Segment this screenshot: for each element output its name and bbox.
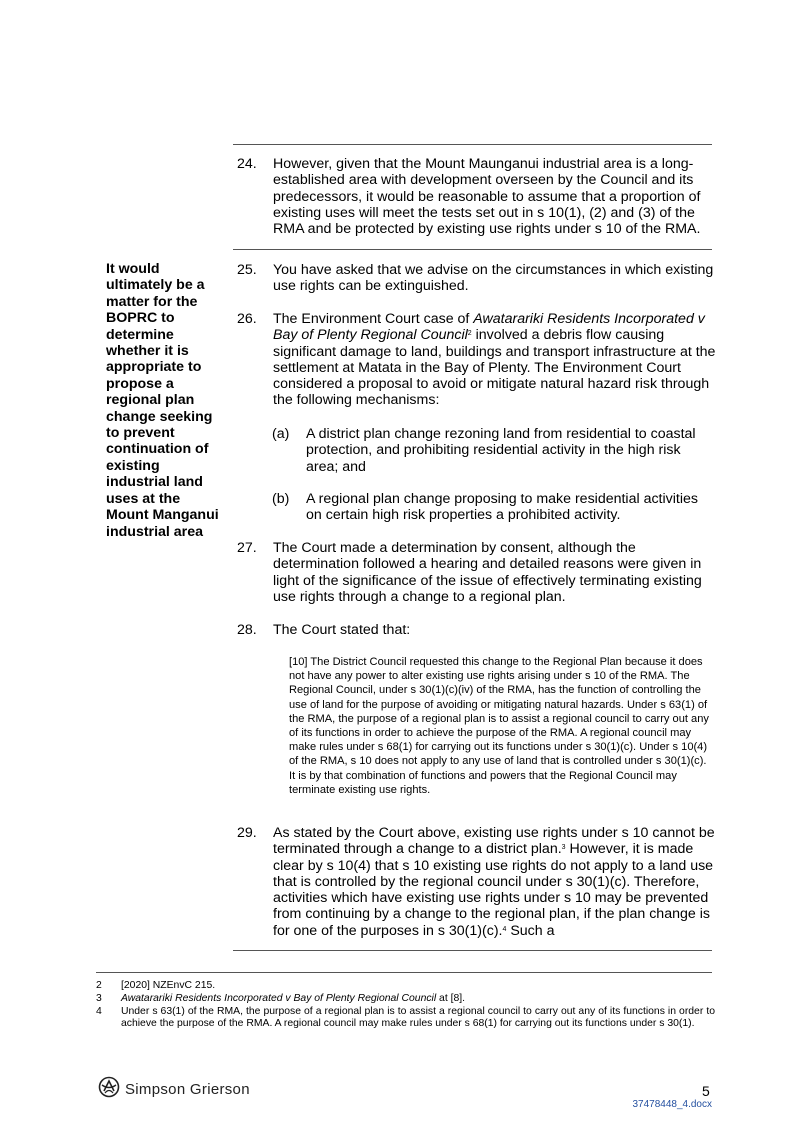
bottom-text-rule xyxy=(233,950,712,951)
paragraph-number: 28. xyxy=(237,622,257,638)
text-segment: The Environment Court case of xyxy=(273,311,474,327)
simpson-grierson-logo-icon xyxy=(98,1076,120,1103)
page-number: 5 xyxy=(702,1083,710,1099)
text-segment: However, it is made clear by s 10(4) that s 10 existing use rights do not apply to a land use that is controlled by the regional council under s 30(1)(c). Therefore, activities which have existing use rights under s 10 may be prevented from continuing by a change to the regional plan, if the plan change is for one of the purposes in s 30(1)(c). xyxy=(273,841,714,939)
footnote-rule xyxy=(96,972,712,973)
footnote-text xyxy=(121,993,715,1005)
subitem-label: (a) xyxy=(272,426,290,442)
subitem-text: A district plan change rezoning land from residential to coastal protection, and prohibiting residential activity in the high risk area; and xyxy=(306,426,696,475)
document-reference: 37478448_4.docx xyxy=(632,1099,712,1110)
footnote-number: 2 xyxy=(96,980,102,991)
footnote-number: 4 xyxy=(96,1006,102,1017)
footnote-number: 3 xyxy=(96,993,102,1004)
text-segment: involved a debris flow causing significant damage to land, buildings and transport infrastructure at the settlement at Matata in the Bay of Plenty. The Environment Court considered a proposal to avoid or mitigate natural hazard risk through the following mechanisms: xyxy=(273,327,716,409)
margin-sidenote: It would ultimately be a matter for the BOPRC to determine whether it is appropriate to propose a regional plan change seeking to prevent continuation of existing industrial land uses at the Mount Manganui industrial area xyxy=(106,261,219,540)
paragraph-text xyxy=(273,311,717,409)
footnote-text: [2020] NZEnvC 215. xyxy=(121,980,216,991)
paragraph-number: 26. xyxy=(237,311,257,327)
paragraph-text: You have asked that we advise on the circumstances in which existing use rights can be extinguished. xyxy=(273,262,714,295)
paragraph-text: However, given that the Mount Maunganui industrial area is a long-established area with development overseen by the Council and its predecessors, it would be reasonable to assume that a proportion of existing uses will meet the tests set out in s 10(1), (2) and (3) of the RMA and be protected by existing use rights under s 10 of the RMA. xyxy=(273,156,701,238)
top-rule xyxy=(233,144,712,145)
text-segment: As stated by the Court above, existing use rights under s 10 cannot be terminated through a change to a district plan. xyxy=(273,825,715,858)
paragraph-number: 27. xyxy=(237,540,257,556)
footnote-text: Under s 63(1) of the RMA, the purpose of a regional plan is to assist a regional council to carry out any of its functions in order to achieve the purpose of the RMA. A regional council may make rules under s 68(1) for carrying out its functions under s 30(1). xyxy=(121,1006,715,1030)
paragraph-text: The Court made a determination by consent, although the determination followed a hearing and detailed reasons were given in light of the significance of the issue of effectively terminating existing use rights through a change to a regional plan. xyxy=(273,540,702,605)
subitem-label: (b) xyxy=(272,491,290,507)
paragraph-text: The Court stated that: xyxy=(273,622,411,638)
case-name: Awatarariki Residents Incorporated v Bay of Plenty Regional Council xyxy=(273,311,705,344)
paragraph-number: 29. xyxy=(237,825,257,841)
subitem-text: A regional plan change proposing to make residential activities on certain high risk properties a prohibited activity. xyxy=(306,491,698,524)
text-segment: at [8]. xyxy=(436,993,466,1004)
paragraph-text xyxy=(273,825,717,939)
text-segment: Such a xyxy=(506,922,555,939)
case-name: Awatarariki Residents Incorporated v Bay of Plenty Regional Council xyxy=(121,993,437,1004)
rule-after-24 xyxy=(233,249,712,250)
paragraph-number: 25. xyxy=(237,262,257,278)
paragraph-number: 24. xyxy=(237,156,257,172)
footnote-ref: 3 xyxy=(561,844,566,852)
logo-text: Simpson Grierson xyxy=(125,1080,250,1098)
court-quote: [10] The District Council requested this change to the Regional Plan because it does not have any power to alter existing use rights arising under s 10 of the RMA. The Regional Council, under s 30(1)(c)(iv) of the RMA, has the function of controlling the use of land for the purpose of avoiding or mitigating natural hazards. Under s 63(1) of the RMA, the purpose of a regional plan is to assist a regional council to carry out any of its functions in order to achieve the purpose of the RMA. A regional council may make rules under s 68(1) for carrying out its functions under s 30(1)(c). Under s 10(4) of the RMA, s 10 does not apply to any use of land that is controlled under s 30(1)(c). It is by that combination of functions and powers that the Regional Council may terminate existing use rights. xyxy=(289,656,709,796)
footnote-ref: 4 xyxy=(502,925,507,933)
footer-logo xyxy=(98,1078,250,1100)
footnote-ref: 2 xyxy=(467,330,472,338)
